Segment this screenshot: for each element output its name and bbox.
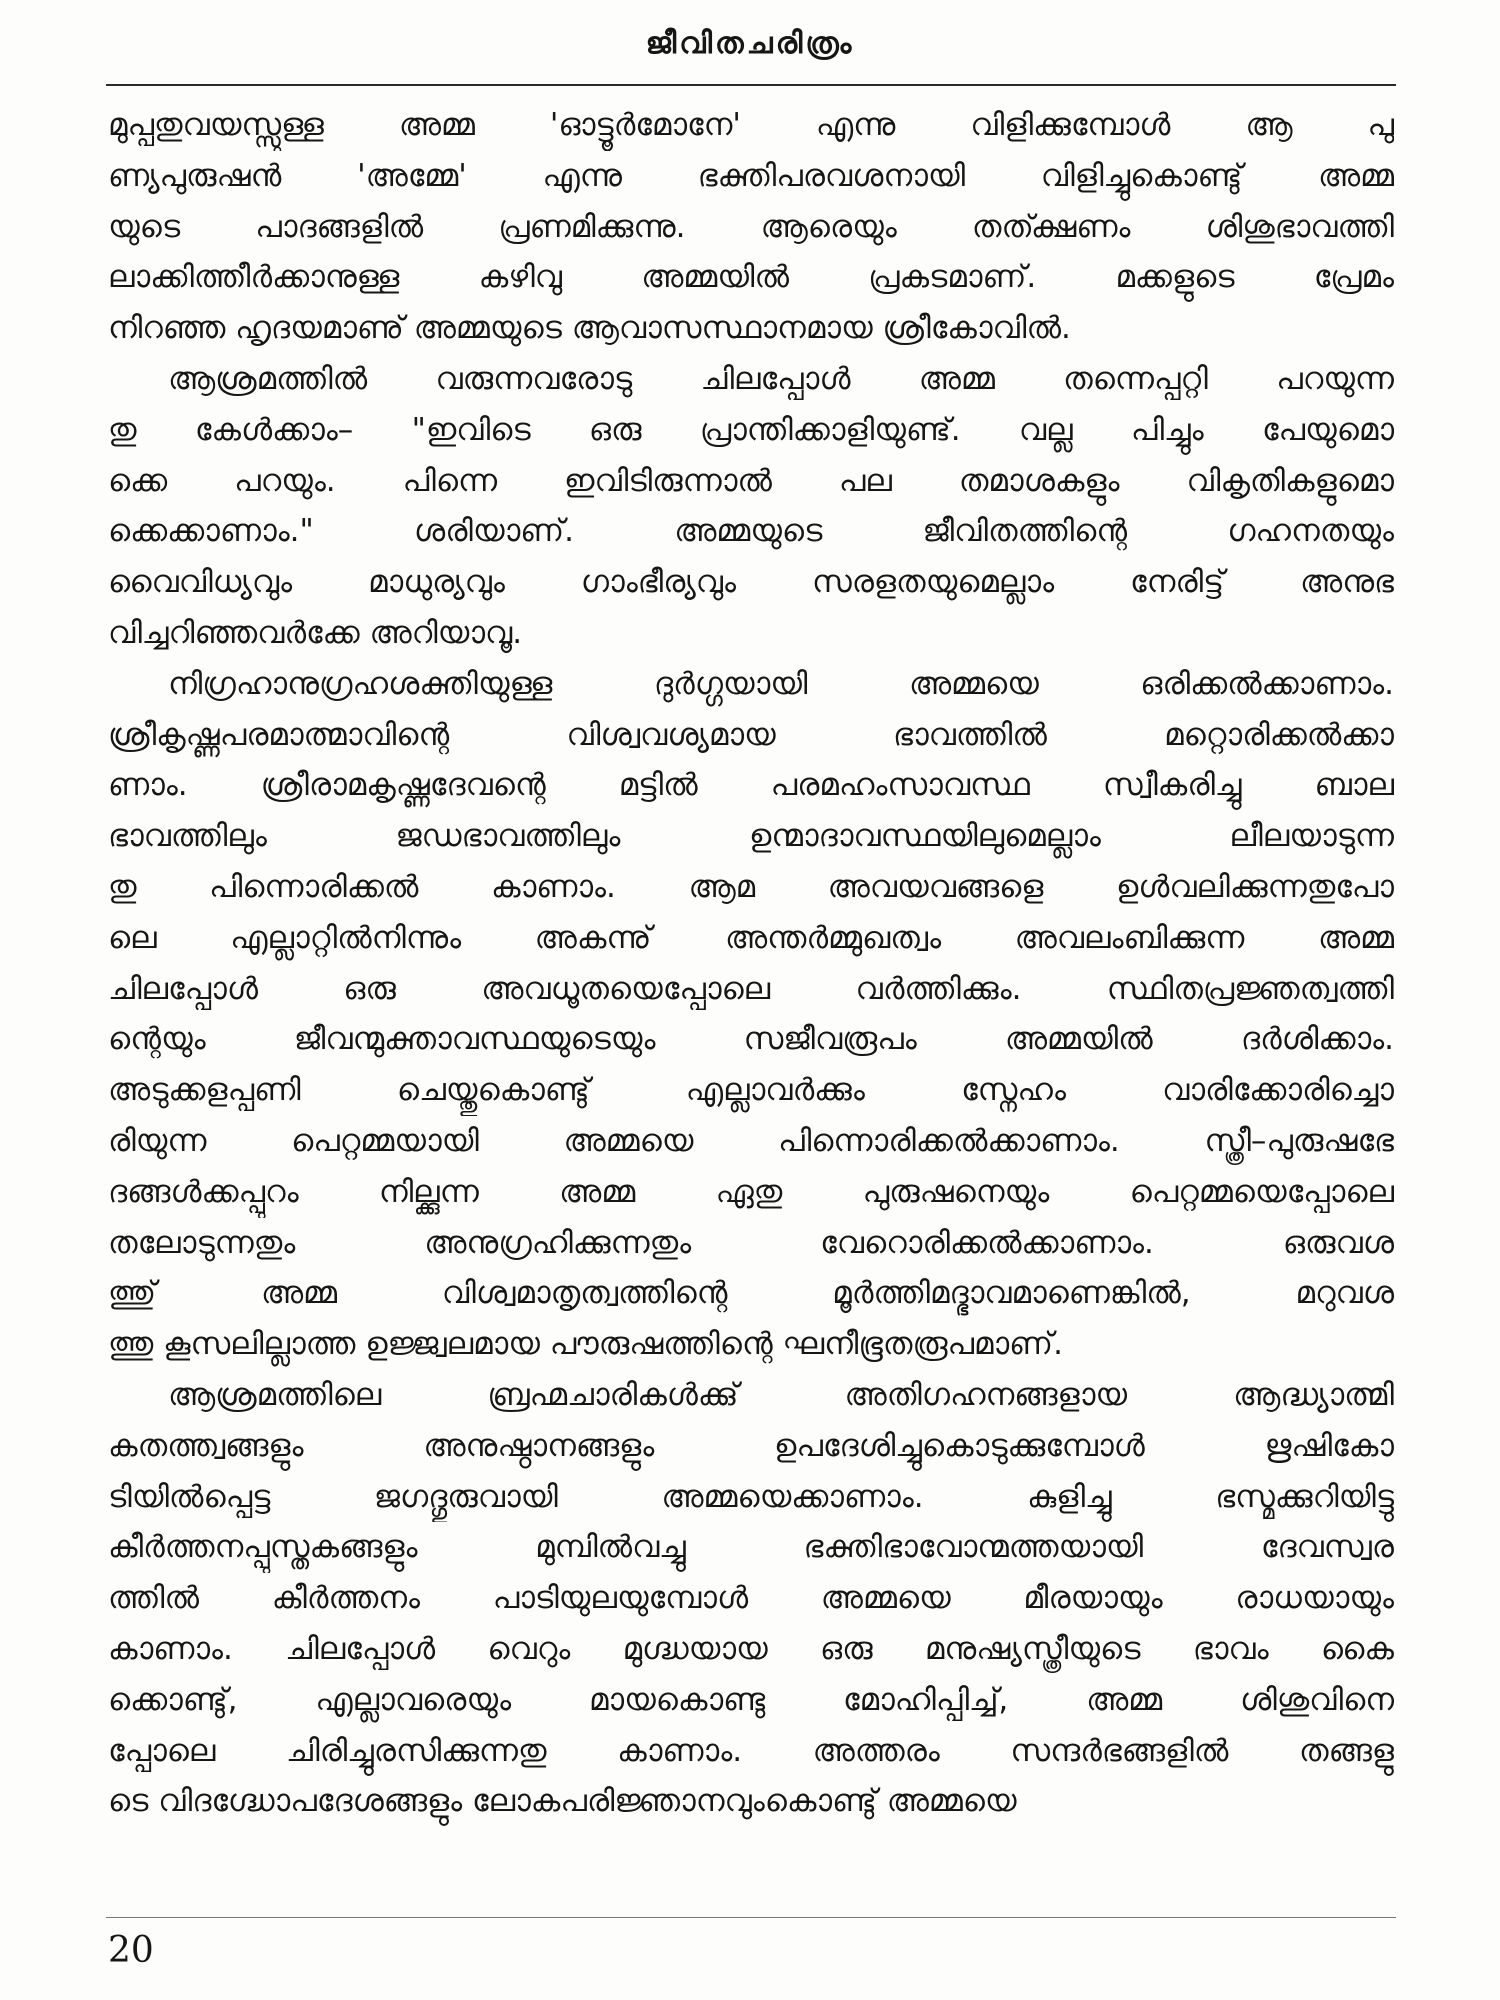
- body-text: [108, 100, 1394, 1827]
- text-line: ആശ്രമത്തിൽ വരുന്നവരോടു ചിലപ്പോൾ അമ്മ തന്നെപ്പറ്റി പറയുന്ന: [168, 360, 1394, 397]
- text-line: ശ്രീകൃഷ്ണപരമാത്മാവിന്റെ വിശ്വവശ്യമായ ഭാവത്തിൽ മറ്റൊരിക്കൽക്കാ: [108, 716, 1394, 753]
- paragraph: [108, 659, 1394, 1370]
- text-line: ടിയിൽപ്പെട്ട ജഗദ്ഗുരുവായി അമ്മയെക്കാണാം. കുളിച്ചു ഭസ്മക്കുറിയിട്ടു: [108, 1478, 1394, 1515]
- text-line: ദങ്ങൾക്കപ്പുറം നില്ക്കുന്ന അമ്മ ഏതു പുരുഷനെയും പെറ്റമ്മയെപ്പോലെ: [108, 1173, 1394, 1210]
- text-line: കാണാം. ചിലപ്പോൾ വെറും മുഗ്ദ്ധയായ ഒരു മനുഷ്യസ്ത്രീയുടെ ഭാവം കൈ: [108, 1630, 1394, 1667]
- text-line: തു പിന്നൊരിക്കൽ കാണാം. ആമ അവയവങ്ങളെ ഉൾവലിക്കുന്നതുപോ: [108, 868, 1394, 905]
- text-line: തലോടുന്നതും അനുഗ്രഹിക്കുന്നതും വേറൊരിക്കൽക്കാണാം. ഒരുവശ: [108, 1224, 1394, 1261]
- text-line: ണ്യപുരുഷൻ 'അമ്മേ' എന്നു ഭക്തിപരവശനായി വിളിച്ചുകൊണ്ടു് അമ്മ: [108, 157, 1394, 194]
- text-line: ആശ്രമത്തിലെ ബ്രഹ്മചാരികൾക്കു് അതിഗഹനങ്ങളായ ആദ്ധ്യാത്മി: [168, 1376, 1394, 1413]
- text-line: ത്തു് അമ്മ വിശ്വമാതൃത്വത്തിന്റെ മൂർത്തിമദ്ഭാവമാണെങ്കിൽ, മറുവശ: [108, 1275, 1394, 1312]
- text-line: ത്തിൽ കീർത്തനം പാടിയുലയുമ്പോൾ അമ്മയെ മീരയായും രാധയായും: [108, 1580, 1394, 1617]
- text-line: കീർത്തനപ്പുസ്തകങ്ങളും മുമ്പിൽവച്ചു ഭക്തിഭാവോന്മത്തയായി ദേവസ്വര: [108, 1529, 1394, 1566]
- page-number: 20: [108, 1930, 154, 1971]
- text-line: ലാക്കിത്തീർക്കാനുള്ള കഴിവു അമ്മയിൽ പ്രകടമാണ്. മക്കളുടെ പ്രേമം: [108, 259, 1394, 296]
- text-line: നിറഞ്ഞ ഹൃദയമാണു് അമ്മയുടെ ആവാസസ്ഥാനമായ ശ്രീകോവിൽ.: [108, 310, 1071, 347]
- paragraph: [108, 354, 1394, 659]
- text-line: ക്കെ പറയും. പിന്നെ ഇവിടിരുന്നാൽ പല തമാശകളും വികൃതികളുമൊ: [108, 462, 1394, 499]
- text-line: ചിലപ്പോൾ ഒരു അവധൂതയെപ്പോലെ വർത്തിക്കും. സ്ഥിതപ്രജ്ഞത്വത്തി: [108, 970, 1394, 1007]
- text-line: ക്കെക്കാണാം." ശരിയാണ്. അമ്മയുടെ ജീവിതത്തിന്റെ ഗഹനതയും: [108, 513, 1394, 550]
- paragraph: [108, 100, 1394, 354]
- text-line: ഭാവത്തിലും ജഡഭാവത്തിലും ഉന്മാദാവസ്ഥയിലുമെല്ലാം ലീലയാടുന്ന: [108, 818, 1394, 855]
- footer-rule: [106, 1917, 1396, 1918]
- text-line: ടെ വിദഗ്ദ്ധോപദേശങ്ങളും ലോകപരിജ്ഞാനവുംകൊണ്ടു് അമ്മയെ: [108, 1783, 1017, 1820]
- text-line: മുപ്പതുവയസ്സുള്ള അമ്മ 'ഓട്ടൂർമോനേ' എന്നു വിളിക്കുമ്പോൾ ആ പു: [108, 107, 1394, 143]
- header-rule: [106, 84, 1396, 86]
- paragraph: [108, 1370, 1394, 1827]
- text-line: ലെ എല്ലാറ്റിൽനിന്നും അകന്നു് അന്തർമ്മുഖത്വം അവലംബിക്കുന്ന അമ്മ: [108, 919, 1394, 956]
- text-line: തു കേൾക്കാം– "ഇവിടെ ഒരു പ്രാന്തിക്കാളിയുണ്ട്. വല്ല പിച്ചും പേയുമൊ: [108, 411, 1394, 448]
- text-line: രിയുന്ന പെറ്റമ്മയായി അമ്മയെ പിന്നൊരിക്കൽക്കാണാം. സ്ത്രീ–പുരുഷഭേ: [108, 1122, 1394, 1159]
- text-line: യുടെ പാദങ്ങളിൽ പ്രണമിക്കുന്നു. ആരെയും തത്ക്ഷണം ശിശുഭാവത്തി: [108, 208, 1394, 245]
- text-line: ക്കൊണ്ടു്, എല്ലാവരെയും മായകൊണ്ടു മോഹിപ്പിച്ച്, അമ്മ ശിശുവിനെ: [108, 1681, 1394, 1718]
- text-line: അടുക്കളപ്പണി ചെയ്തുകൊണ്ടു് എല്ലാവർക്കും സ്നേഹം വാരിക്കോരിച്ചൊ: [108, 1072, 1394, 1109]
- text-line: പ്പോലെ ചിരിച്ചുരസിക്കുന്നതു കാണാം. അത്തരം സന്ദർഭങ്ങളിൽ തങ്ങളു: [108, 1732, 1394, 1769]
- text-line: ണാം. ശ്രീരാമകൃഷ്ണദേവന്റെ മട്ടിൽ പരമഹംസാവസ്ഥ സ്വീകരിച്ചു ബാല: [108, 767, 1394, 804]
- text-line: നിഗ്രഹാനുഗ്രഹശക്തിയുള്ള ദുർഗ്ഗയായി അമ്മയെ ഒരിക്കൽക്കാണാം.: [168, 665, 1394, 702]
- text-line: കതത്ത്വങ്ങളും അനുഷ്ഠാനങ്ങളും ഉപദേശിച്ചുകൊടുക്കുമ്പോൾ ഋഷികോ: [108, 1427, 1394, 1464]
- running-header-title: ജീവിതചരിത്രം: [645, 26, 855, 61]
- text-line: ന്റെയും ജീവന്മുക്താവസ്ഥയുടെയും സജീവരൂപം അമ്മയിൽ ദർശിക്കാം.: [108, 1021, 1394, 1058]
- text-line: വിച്ചറിഞ്ഞവർക്കേ അറിയാവൂ.: [108, 614, 523, 651]
- text-line: വൈവിധ്യവും മാധുര്യവും ഗാംഭീര്യവും സരളതയുമെല്ലാം നേരിട്ട് അനുഭ: [108, 564, 1394, 601]
- text-line: ത്തു കൂസലില്ലാത്ത ഉജ്ജ്വലമായ പൗരുഷത്തിന്റെ ഘനീഭൂതരൂപമാണ്.: [108, 1326, 1063, 1363]
